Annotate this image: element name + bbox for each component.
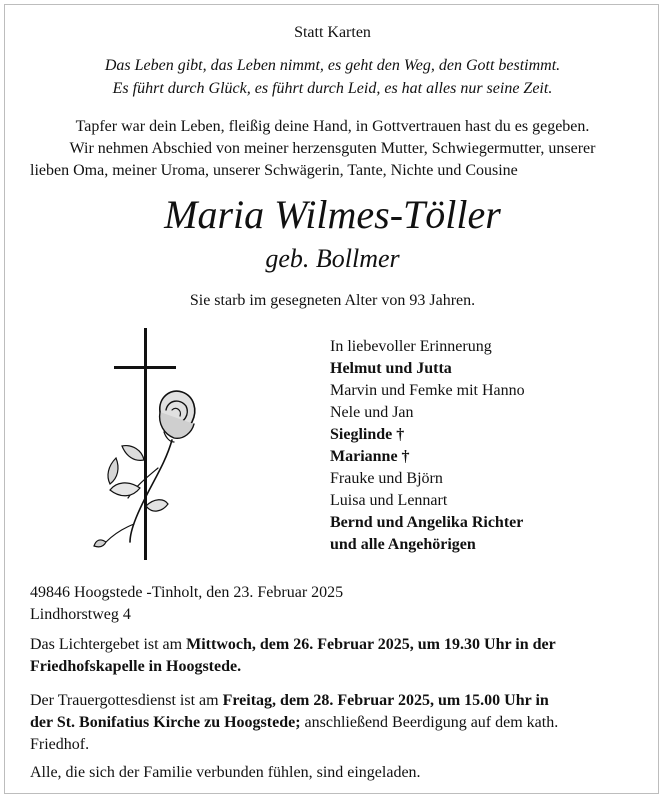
deceased-name: Maria Wilmes-Töller <box>164 192 501 237</box>
address-line-2: Lindhorstweg 4 <box>30 606 131 623</box>
poem-line-1: Das Leben gibt, das Leben nimmt, es geht den Weg, den Gott bestimmt. <box>104 57 561 74</box>
cross-rose-illustration <box>88 328 208 564</box>
mourner-line: Frauke und Björn <box>330 470 443 487</box>
cross-icon <box>114 328 176 560</box>
intro-line-3: lieben Oma, meiner Uroma, unserer Schwägerin, Tante, Nichte und Cousine <box>30 162 518 179</box>
mourner-line: Marianne † <box>330 448 410 465</box>
prayer-prefix: Das Lichtergebet ist am <box>30 636 187 653</box>
mourners-list <box>330 336 525 556</box>
age-line: Sie starb im gesegneten Alter von 93 Jahren. <box>189 292 476 309</box>
intro-line-2: Wir nehmen Abschied von meiner herzensguten Mutter, Schwiegermutter, unserer <box>69 140 596 157</box>
address-line-1: 49846 Hoogstede -Tinholt, den 23. Februar 2025 <box>30 584 344 601</box>
mourner-line: Nele und Jan <box>330 404 414 421</box>
prayer-line-1 <box>30 634 556 656</box>
header-text: Statt Karten <box>294 24 371 41</box>
mourner-line: Bernd und Angelika Richter <box>330 514 524 531</box>
mourner-line: und alle Angehörigen <box>330 536 476 553</box>
service-date: Freitag, dem 28. Februar 2025, um 15.00 Uhr in <box>222 692 549 709</box>
mourner-line: In liebevoller Erinnerung <box>330 338 492 355</box>
poem-line-2: Es führt durch Glück, es führt durch Leid, es hat alles nur seine Zeit. <box>112 80 553 97</box>
prayer-place: Friedhofskapelle in Hoogstede. <box>30 658 242 675</box>
service-line-3: Friedhof. <box>30 736 90 753</box>
intro-line-1: Tapfer war dein Leben, fleißig deine Hand, in Gottvertrauen hast du es gegeben. <box>75 118 590 135</box>
maiden-name: geb. Bollmer <box>265 244 400 273</box>
prayer-date: Mittwoch, dem 26. Februar 2025, um 19.30 Uhr in der <box>186 636 556 653</box>
service-place: der St. Bonifatius Kirche zu Hoogstede; <box>30 714 301 731</box>
service-line-2 <box>30 712 558 734</box>
closing-line: Alle, die sich der Familie verbunden fühlen, sind eingeladen. <box>30 764 421 781</box>
mourner-line: Sieglinde † <box>330 426 405 443</box>
mourner-line: Luisa und Lennart <box>330 492 448 509</box>
mourner-line: Helmut und Jutta <box>330 360 452 377</box>
service-prefix: Der Trauergottesdienst ist am <box>30 692 223 709</box>
service-line-1 <box>30 690 549 712</box>
prayer-line-2 <box>30 656 241 678</box>
service-rest: anschließend Beerdigung auf dem kath. <box>300 714 559 731</box>
mourner-line: Marvin und Femke mit Hanno <box>330 382 525 399</box>
